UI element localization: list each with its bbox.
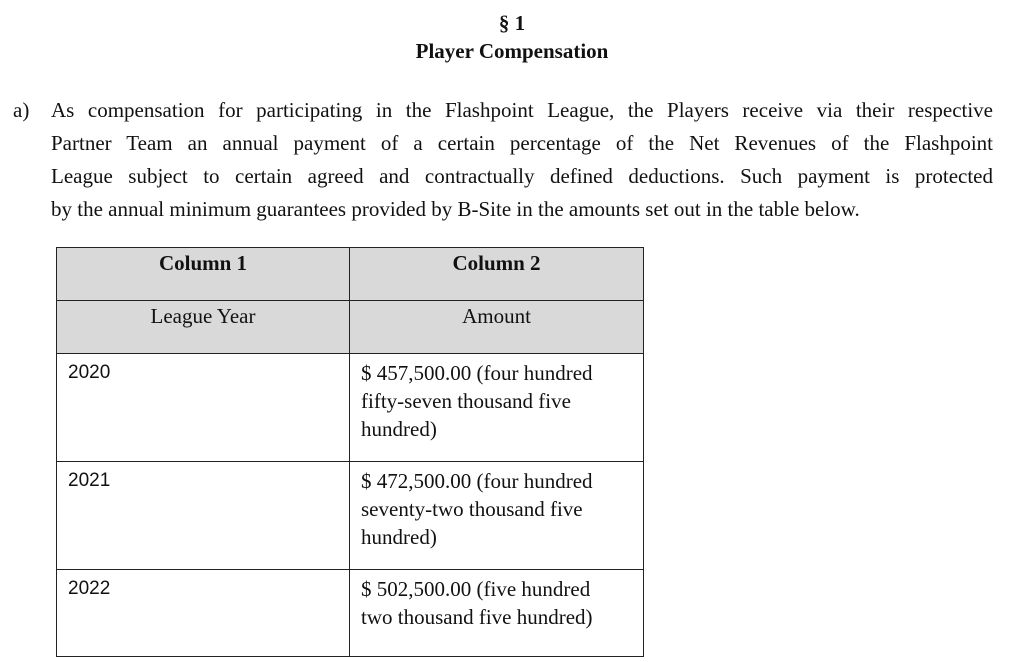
year-cell: 2021 <box>57 462 350 570</box>
amount-cell <box>350 462 644 570</box>
table-subheader-cell: League Year <box>57 301 350 354</box>
table-row <box>57 354 644 462</box>
table-header-cell: Column 2 <box>350 248 644 301</box>
paragraph-body <box>51 94 993 226</box>
amount-line: $ 472,500.00 (four hundred <box>361 469 593 493</box>
section-title: Player Compensation <box>415 39 609 63</box>
paragraph-marker: a) <box>13 98 30 122</box>
year-cell: 2020 <box>57 354 350 462</box>
paragraph-line: League subject to certain agreed and contractually defined deductions. Such payment is protected <box>51 164 993 188</box>
amount-line: two thousand five hundred) <box>361 605 593 629</box>
table-subheader-cell: Amount <box>350 301 644 354</box>
paragraph-line: As compensation for participating in the Flashpoint League, the Players receive via their respective <box>51 98 993 122</box>
table-row <box>57 462 644 570</box>
amount-cell <box>350 354 644 462</box>
amount-line: seventy-two thousand five <box>361 497 583 521</box>
table-row <box>57 570 644 657</box>
paragraph-line: by the annual minimum guarantees provided by B-Site in the amounts set out in the table below. <box>51 197 860 221</box>
table-subheader-row <box>57 301 644 354</box>
amount-line: $ 457,500.00 (four hundred <box>361 361 593 385</box>
section-number: § 1 <box>498 11 526 35</box>
amount-line: fifty-seven thousand five <box>361 389 571 413</box>
compensation-table <box>56 247 644 657</box>
table-header-row <box>57 248 644 301</box>
year-cell: 2022 <box>57 570 350 657</box>
amount-line: hundred) <box>361 525 437 549</box>
table-header-cell: Column 1 <box>57 248 350 301</box>
amount-cell <box>350 570 644 657</box>
amount-line: $ 502,500.00 (five hundred <box>361 577 591 601</box>
amount-line: hundred) <box>361 417 437 441</box>
paragraph-line: Partner Team an annual payment of a certain percentage of the Net Revenues of the Flashpoint <box>51 131 993 155</box>
